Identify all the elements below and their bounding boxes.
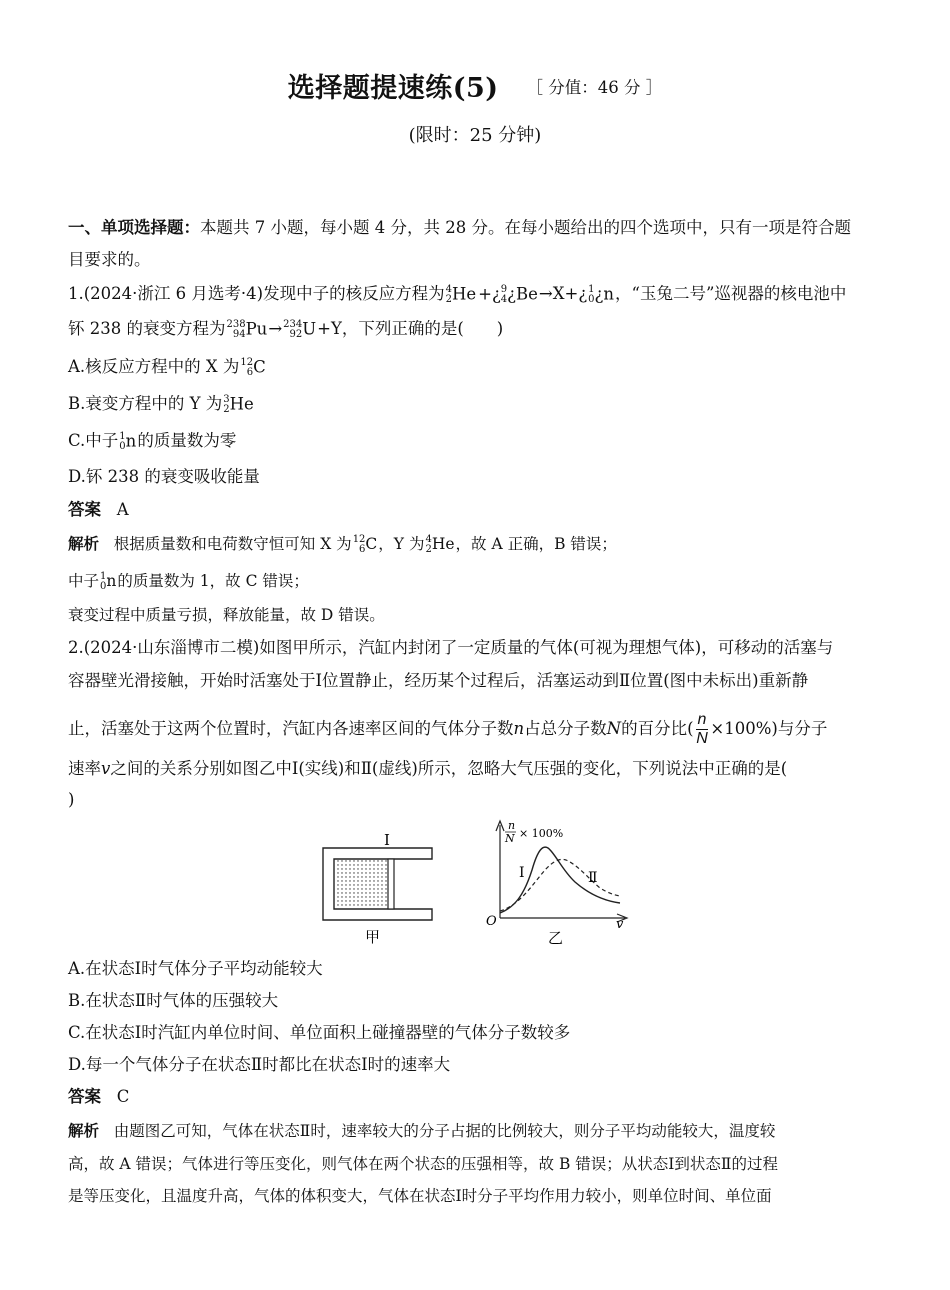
q1-stem-b: ，“玉兔二号”巡视器的核电池中 [615, 284, 847, 303]
q1-analysis-2: 中子 1 0 n的质量数为 1，故 C 错误； [68, 571, 309, 592]
q2-analysis-3: 是等压变化，且温度升高，气体的体积变大，气体在状态Ⅰ时分子平均作用力较小，则单位时间、单位面 [68, 1187, 772, 1205]
q2-option-b: B.在状态Ⅱ时气体的压强较大 [68, 991, 279, 1010]
q2-option-d: D.每一个气体分子在状态Ⅱ时都比在状态Ⅰ时的速率大 [68, 1055, 451, 1074]
isotope-pu: 238 94 Pu [226, 318, 268, 340]
isotope-neutron: 1 0 n [119, 430, 137, 452]
caption-yi: 乙 [548, 929, 564, 947]
piston [388, 859, 394, 909]
q1-stem-a: 1.(2024·浙江 6 月选考·4)发现中子的核反应方程为 [68, 284, 445, 303]
q2-figures [0, 815, 950, 955]
origin-label: O [486, 914, 497, 929]
isotope-he3: 3 2 He [223, 393, 254, 415]
section-heading: 一、单项选择题： [68, 218, 200, 237]
reaction-arrow: → [538, 284, 553, 303]
page-title: 选择题提速练(5) [287, 73, 499, 104]
var-n: n [513, 719, 525, 738]
q1-answer [68, 499, 129, 521]
isotope-n: 1 0 ¿n [588, 283, 615, 305]
isotope-n-analysis: 1 0 n [100, 571, 117, 592]
q1-stem-line-1 [68, 283, 846, 305]
decay-arrow: → [268, 319, 283, 338]
y-label-percent: × 100% [519, 827, 564, 840]
q1-analysis-3: 衰变过程中质量亏损，释放能量，故 D 错误。 [68, 606, 385, 624]
y-label-N: N [505, 832, 515, 845]
q2-stem-line-1: 2.(2024·山东淄博市二模)如图甲所示，汽缸内封闭了一定质量的气体(可视为理想气体)，可移动的活塞与 [68, 638, 834, 657]
isotope-be: +¿ 9 4 ¿Be [478, 283, 538, 305]
section-instruction [68, 217, 851, 239]
isotope-c-analysis: 12 6 C [352, 534, 378, 555]
q1-option-b: B.衰变方程中的 Y 为 3 2 He [68, 393, 254, 415]
q1-stem-c: 钚 238 的衰变方程为 [68, 319, 226, 338]
isotope-he: 4 2 He [445, 283, 477, 305]
analysis-label: 解析 [68, 534, 100, 553]
answer-value: A [116, 500, 129, 519]
figure-graph [486, 819, 627, 947]
y-label-n: n [508, 819, 516, 832]
q2-analysis-2: 高，故 A 错误；气体进行等压变化，则气体在两个状态的压强相等，故 B 错误；从状态Ⅰ到状态Ⅱ的过程 [68, 1155, 778, 1173]
q2-stem-line-5: ) [68, 790, 75, 809]
q2-option-a: A.在状态Ⅰ时气体分子平均动能较大 [68, 959, 323, 978]
answer-label: 答案 [68, 1087, 101, 1106]
curve-2-label: Ⅱ [588, 870, 598, 886]
instruction-text-1: 本题共 7 小题，每小题 4 分，共 28 分。在每小题给出的四个选项中，只有一项是符合题 [200, 218, 851, 237]
caption-jia: 甲 [365, 928, 381, 946]
isotope-c: 12 6 C [240, 356, 266, 378]
isotope-u: 234 92 U [283, 318, 317, 340]
q1-stem-d: +Y，下列正确的是( ) [317, 319, 504, 338]
q1-option-d: D.钚 238 的衰变吸收能量 [68, 467, 260, 486]
gas-region [335, 860, 388, 908]
q2-analysis-1: 解析 由题图乙可知，气体在状态Ⅱ时，速率较大的分子占据的比例较大，则分子平均动能较大，温度较 [68, 1121, 776, 1140]
x-part: X+¿ [552, 284, 588, 303]
instruction-text-2: 目要求的。 [68, 250, 151, 269]
fraction-n-over-N: $\frac{n}{N}$ [696, 711, 708, 747]
x-label-v: v [616, 917, 624, 932]
answer-label: 答案 [68, 500, 101, 519]
time-limit: (限时：25 分钟) [408, 125, 542, 146]
isotope-he-analysis: 4 2 He [425, 534, 455, 555]
var-N: N [606, 719, 622, 738]
title-row [0, 66, 950, 105]
answer-value: C [116, 1087, 130, 1106]
curve-state-1 [500, 847, 620, 913]
q1-stem-line-2 [68, 318, 503, 340]
curve-state-2 [500, 859, 620, 911]
curve-1-label: Ⅰ [519, 865, 525, 881]
var-v: v [101, 759, 111, 778]
q2-stem-line-3: 止，活塞处于这两个位置时，汽缸内各速率区间的气体分子数n占总分子数N的百分比( $\frac{n}{N}$ ×100%)与分子 [68, 711, 828, 747]
analysis-label: 解析 [68, 1121, 100, 1140]
q2-option-c: C.在状态Ⅰ时汽缸内单位时间、单位面积上碰撞器壁的气体分子数较多 [68, 1023, 571, 1042]
q2-stem-line-2: 容器壁光滑接触，开始时活塞处于Ⅰ位置静止，经历某个过程后，活塞运动到Ⅱ位置(图中未标出)重新静 [68, 671, 809, 690]
score-label: ［ 分值：46 分 ］ [526, 78, 663, 97]
q1-option-a: A.核反应方程中的 X 为 12 6 C [68, 356, 266, 378]
piston-label: Ⅰ [384, 831, 390, 849]
q1-analysis-1: 解析 根据质量数和电荷数守恒可知 X 为 12 6 C，Y 为 4 2 He，故 A 正确，B 错误； [68, 534, 617, 555]
q1-option-c: C.中子 1 0 n的质量数为零 [68, 430, 237, 452]
q2-stem-line-4: 速率v之间的关系分别如图乙中Ⅰ(实线)和Ⅱ(虚线)所示，忽略大气压强的变化，下列说法中正确的是( [68, 759, 788, 778]
q2-answer [68, 1086, 129, 1108]
